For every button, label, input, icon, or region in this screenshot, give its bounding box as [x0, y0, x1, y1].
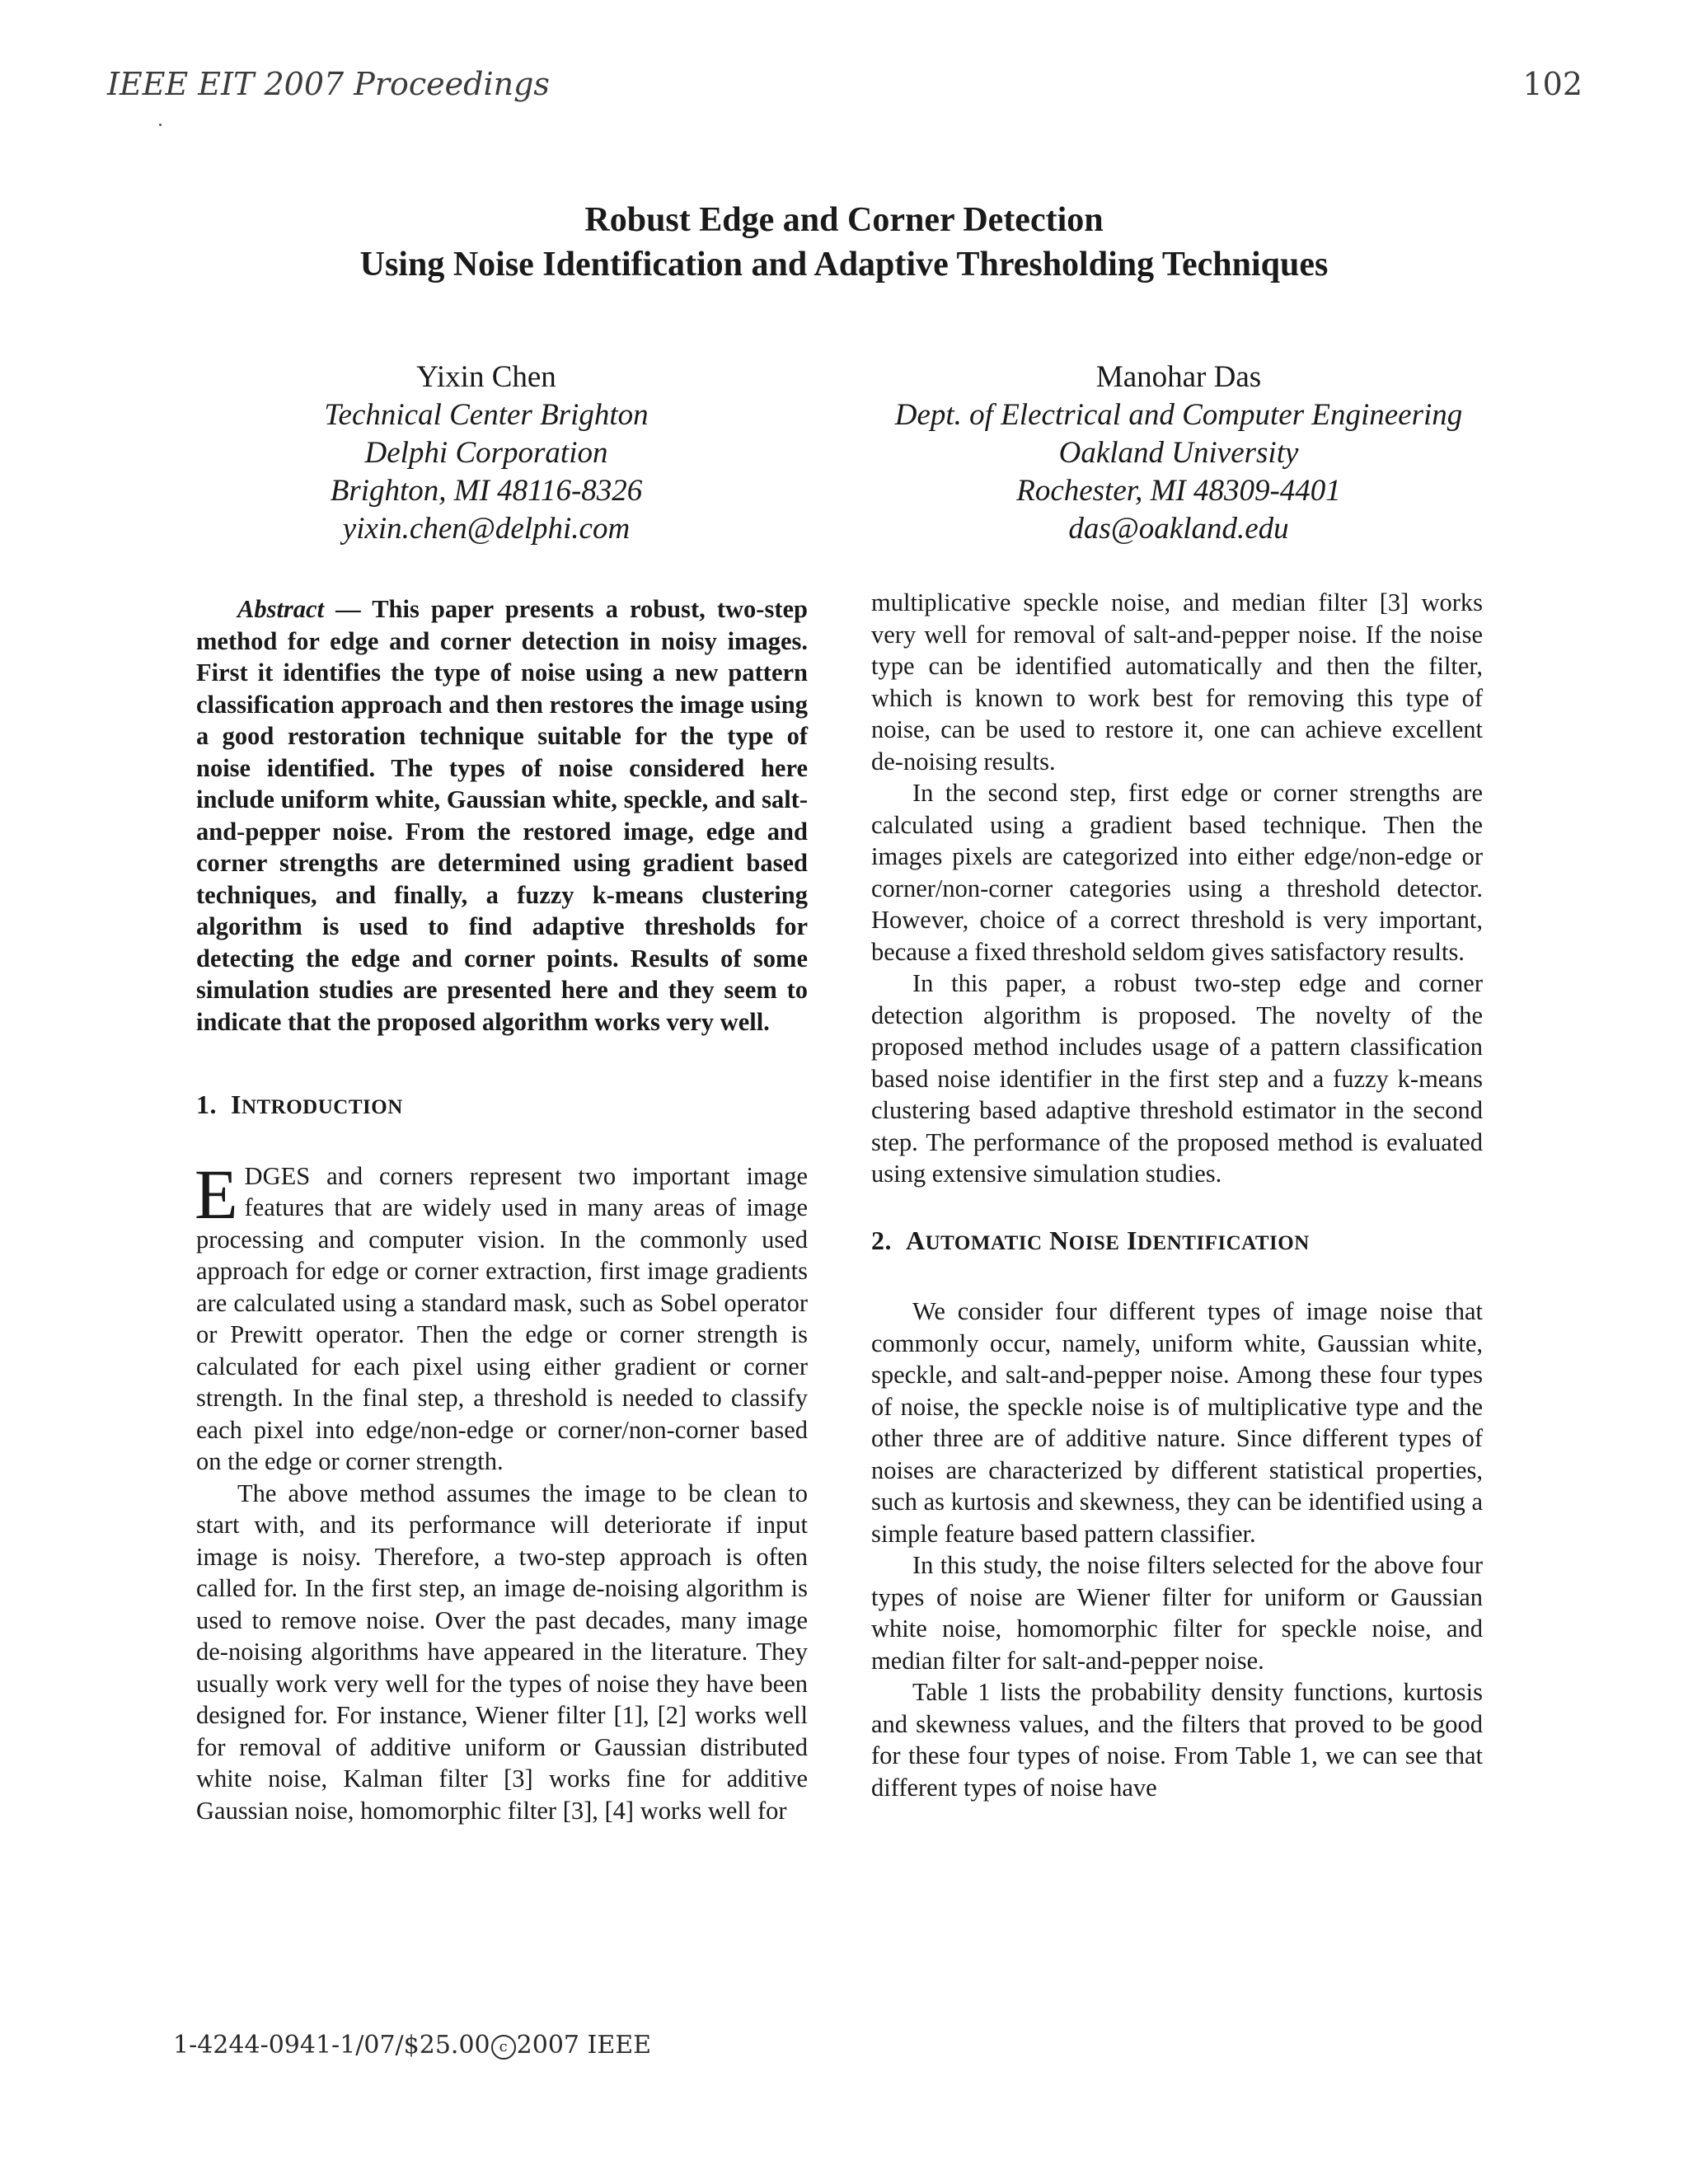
author-organization: Delphi Corporation — [364, 436, 608, 470]
author-email: yixin.chen@delphi.com — [342, 512, 631, 546]
heading-rest: OISE — [1068, 1231, 1120, 1254]
right-column — [871, 587, 1483, 1803]
author-affiliation: Technical Center Brighton — [324, 398, 649, 432]
heading-rest: UTOMATIC — [925, 1231, 1043, 1254]
heading-initial: I — [231, 1090, 241, 1119]
author-address: Brighton, MI 48116-8326 — [330, 474, 643, 508]
running-head — [107, 66, 1582, 102]
left-column — [196, 593, 808, 1826]
abstract-label: Abstract — [237, 595, 325, 623]
copyright-icon: c — [491, 2035, 516, 2060]
heading-initial: I — [1126, 1225, 1137, 1255]
author-name: Manohar Das — [1095, 360, 1262, 394]
author-address: Rochester, MI 48309-4401 — [1016, 474, 1341, 508]
intro-paragraph-2-continued: multiplicative speckle noise, and median filter [3] works very well for removal of salt-and-pepper noise. If the noise type can be identified automatically and then the filter, which is known to work best for removing this type of noise, can be used to restore it, one can achieve excellent de-noising results. — [871, 588, 1483, 776]
abstract-dash: — — [324, 595, 373, 623]
section-1-heading — [196, 1089, 808, 1124]
author-block-1 — [272, 359, 701, 548]
author-affiliation: Dept. of Electrical and Computer Engineering — [894, 398, 1463, 432]
section-2-heading — [871, 1225, 1483, 1260]
intro-paragraph-4: In this paper, a robust two-step edge and corner detection algorithm is proposed. The novelty of the proposed method includes usage of a pattern classification based noise identifier in the first step and a fuzzy k-means clustering based adaptive threshold estimator in the second step. The performance of the proposed method is evaluated using extensive simulation studies. — [871, 969, 1483, 1188]
author-organization: Oakland University — [1058, 436, 1299, 470]
intro-paragraph-3: In the second step, first edge or corner strengths are calculated using a gradient based technique. Then the images pixels are categorized into either edge/non-edge or corner/non-corner categories using a threshold detector. However, choice of a correct threshold is very important, because a fixed threshold seldom gives satisfactory results. — [871, 779, 1483, 966]
abstract-text: This paper presents a robust, two-step method for edge and corner detection in noisy images. First it identifies the type of noise using a new pattern classification approach and then restores the image using a good restoration technique suitable for the type of noise identified. The types of noise considered here include uniform white, Gaussian white, speckle, and salt-and-pepper noise. From the restored image, edge and corner strengths are determined using gradient based techniques, and finally, a fuzzy k-means clustering algorithm is used to find adaptive thresholds for detecting the edge and corner points. Results of some simulation studies are presented here and they seem to indicate that the proposed algorithm works very well. — [196, 595, 808, 1036]
intro-paragraph-1 — [195, 1154, 808, 1478]
isbn-price: 1-4244-0941-1/07/$25.00 — [173, 2031, 490, 2060]
noise-paragraph-2: In this study, the noise filters selected for the above four types of noise are Wiener filter for uniform or Gaussian white noise, homomorphic filter for speckle noise, and median filter for salt-and-pepper noise. — [871, 1551, 1483, 1675]
title-line-2: Using Noise Identification and Adaptive Thresholding Techniques — [359, 246, 1329, 284]
section-number: 2. — [871, 1225, 892, 1255]
paper-title — [0, 198, 1688, 287]
author-email: das@oakland.edu — [1068, 512, 1289, 546]
copyright-footer — [173, 2031, 651, 2060]
section-number: 1. — [196, 1090, 217, 1119]
heading-rest: NTRODUCTION — [241, 1096, 403, 1118]
copyright-year: 2007 IEEE — [516, 2031, 652, 2060]
scan-dot — [159, 124, 162, 126]
venue-label: IEEE EIT 2007 Proceedings — [107, 66, 550, 102]
noise-paragraph-3: Table 1 lists the probability density functions, kurtosis and skewness values, and the filters that proved to be good for these four types of noise. From Table 1, we can see that different types of noise have — [871, 1678, 1483, 1802]
abstract — [196, 593, 808, 1038]
title-line-1: Robust Edge and Corner Detection — [584, 201, 1104, 239]
author-name: Yixin Chen — [416, 360, 556, 394]
heading-rest: DENTIFICATION — [1137, 1231, 1310, 1254]
drop-cap: E — [195, 1154, 238, 1234]
heading-initial: N — [1049, 1225, 1069, 1255]
intro-paragraph-2: The above method assumes the image to be clean to start with, and its performance will deteriorate if input image is noisy. Therefore, a two-step approach is often called for. In the first step, an image de-noising algorithm is used to remove noise. Over the past decades, many image de-noising algorithms have appeared in the literature. They usually work very well for the types of noise they have been designed for. For instance, Wiener filter [1], [2] works well for removal of additive uniform or Gaussian distributed white noise, Kalman filter [3] works fine for additive Gaussian noise, homomorphic filter [3], [4] works well for — [196, 1479, 808, 1825]
heading-initial: A — [906, 1225, 926, 1255]
page-number: 102 — [1522, 66, 1582, 102]
author-block-2 — [832, 359, 1525, 548]
intro-paragraph-1-text: DGES and corners represent two important image features that are widely used in many areas of image processing and computer vision. In the commonly used approach for edge or corner extraction, first image gradients are calculated using a standard mask, such as Sobel operator or Prewitt operator. Then the edge or corner strength is calculated for each pixel using either gradient or corner strength. In the final step, a threshold is needed to classify each pixel into edge/non-edge or corner/non-corner based on the edge or corner strength. — [196, 1161, 808, 1475]
noise-paragraph-1: We consider four different types of image noise that commonly occur, namely, uniform white, Gaussian white, speckle, and salt-and-pepper noise. Among these four types of noise, the speckle noise is of multiplicative type and the other three are of additive nature. Since different types of noises are characterized by different statistical properties, such as kurtosis and skewness, they can be identified using a simple feature based pattern classifier. — [871, 1297, 1483, 1548]
